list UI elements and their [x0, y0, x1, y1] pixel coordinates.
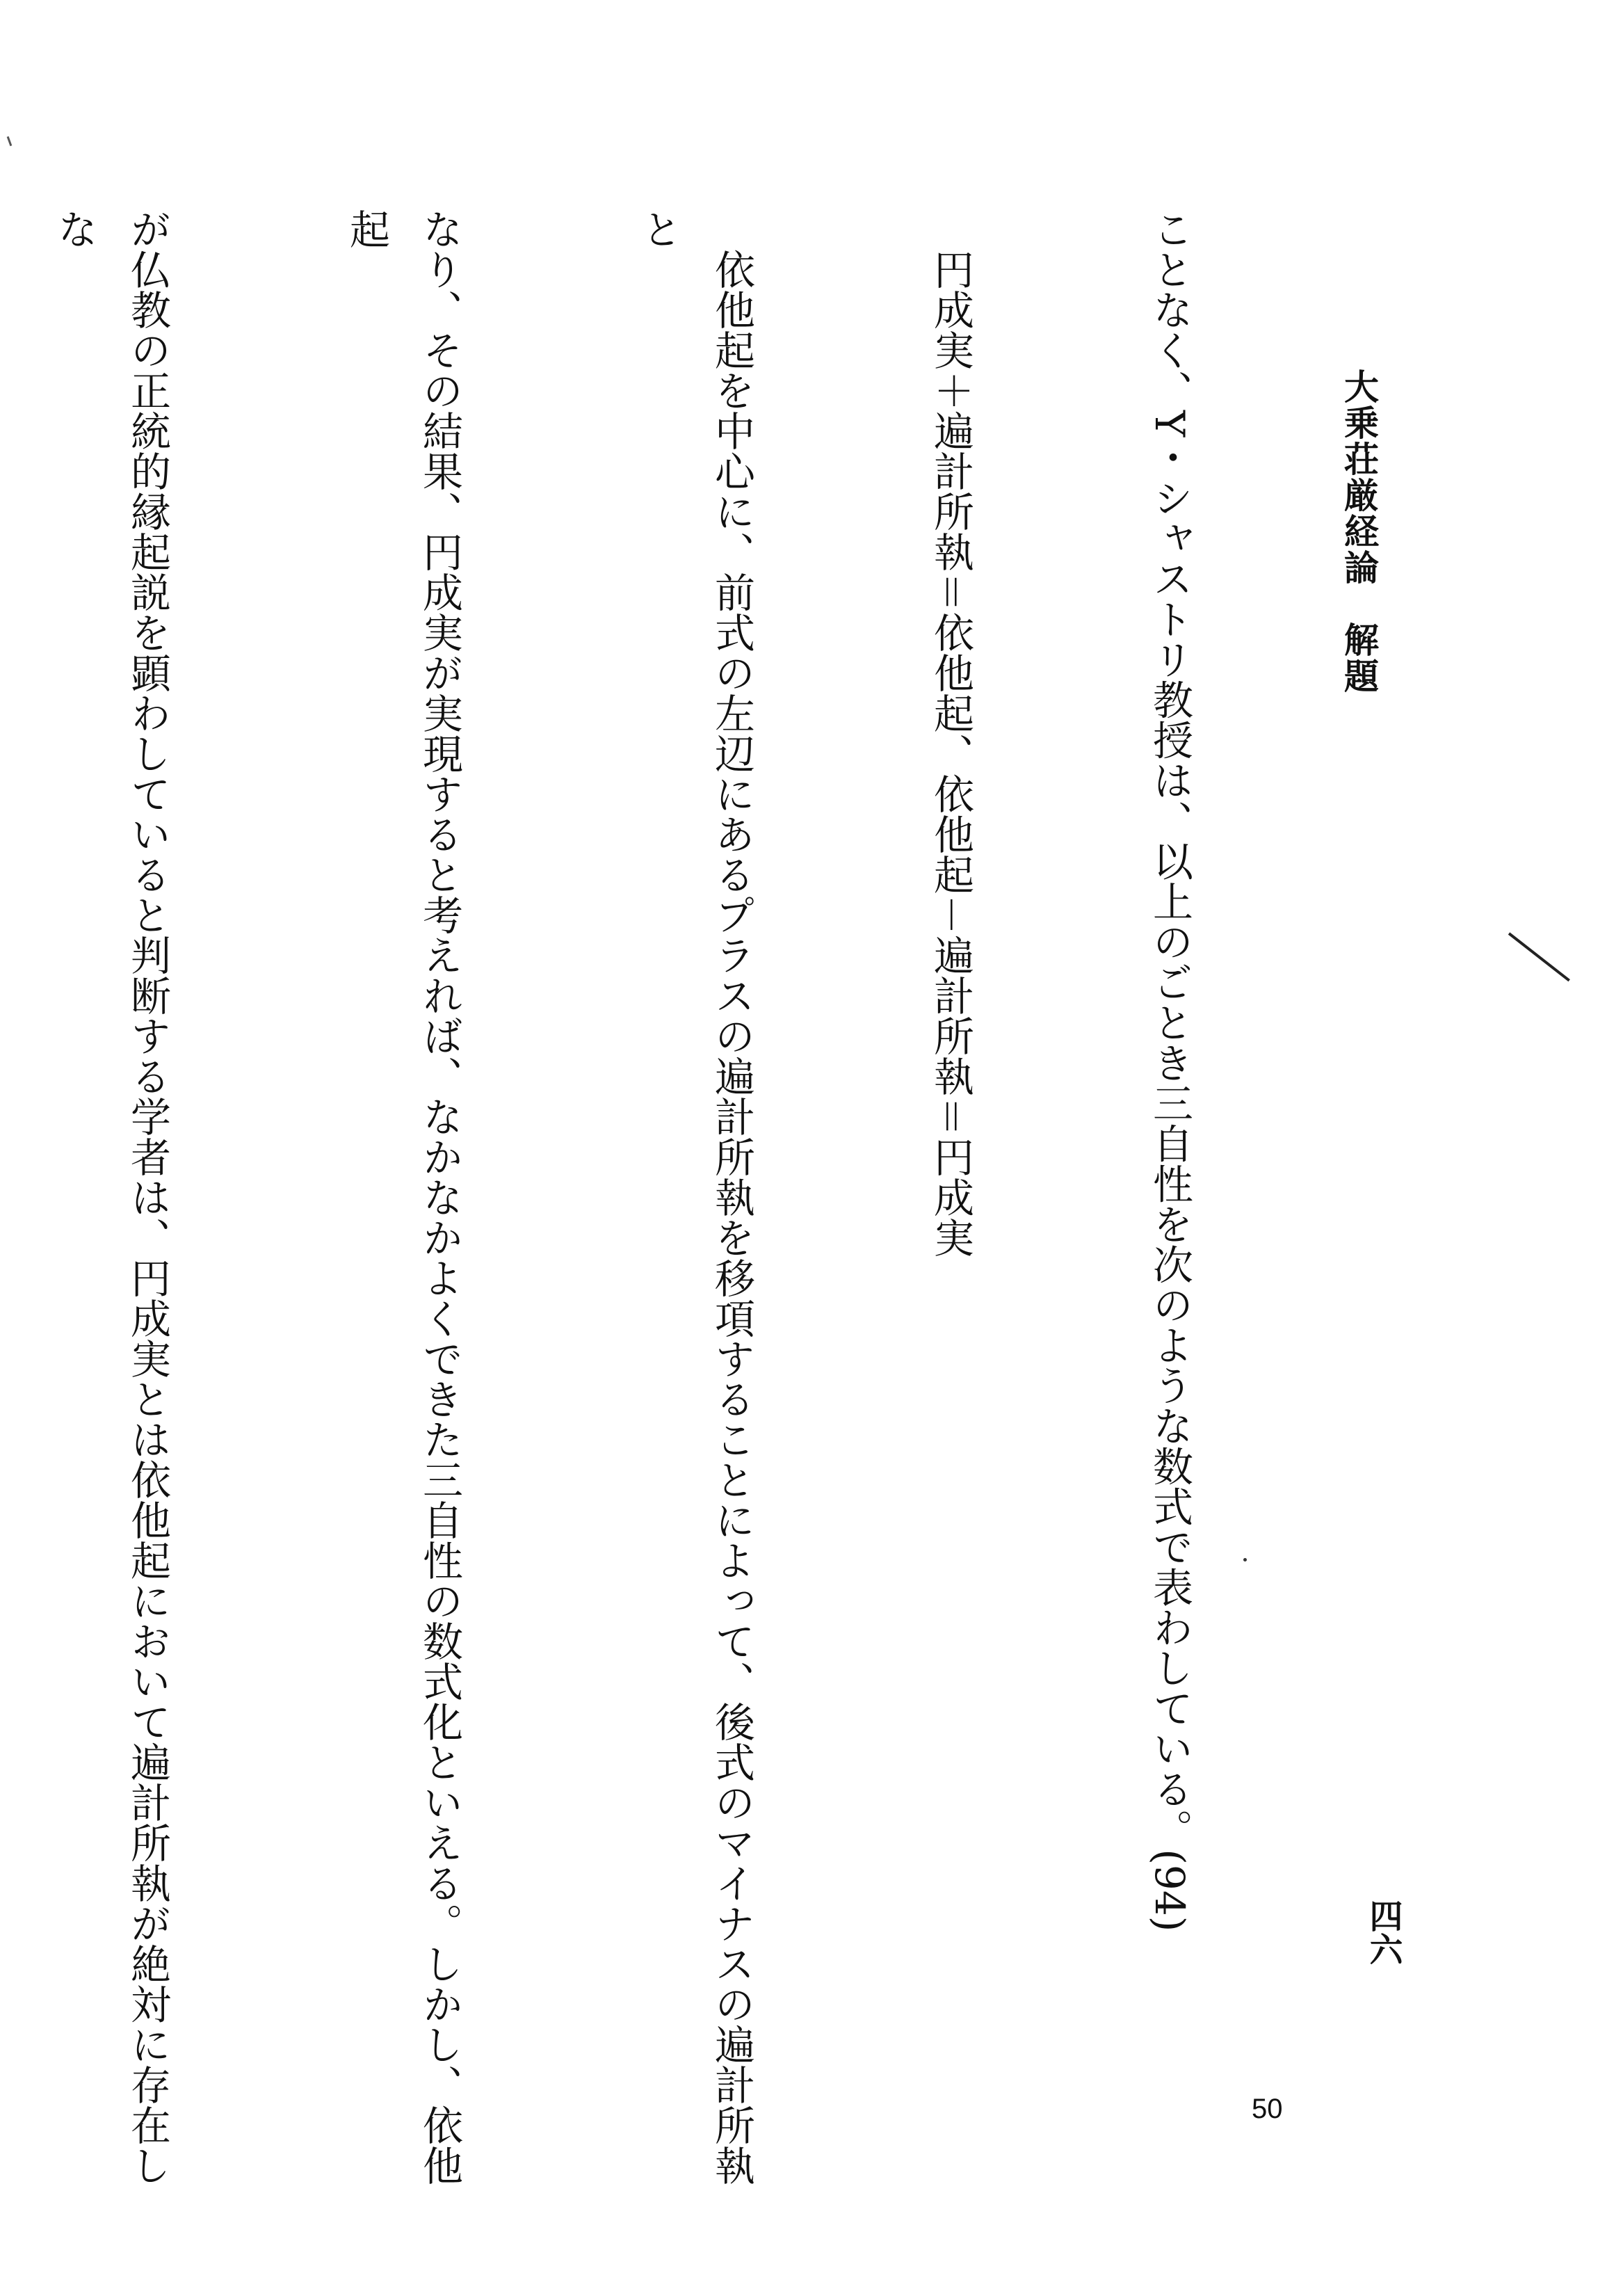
text-line: ことなく、Y・シャストリ教授は、以上のごとき三自性を次のような数式で表わしている。(94): [1146, 209, 1193, 1932]
text-line: なり、その結果、円成実が実現すると考えれば、なかなかよくできた三自性の数式化といえる。しかし、依他起: [343, 209, 463, 2185]
equation-line: 円成実＋遍計所執＝依他起、依他起－遍計所執＝円成実: [927, 209, 974, 1258]
page-number: 50: [1252, 2094, 1283, 2124]
text-line: 依他起を中心に、前式の左辺にあるプラスの遍計所執を移項することによって、後式のマイナスの遍計所執と: [635, 209, 755, 2185]
text-line: が仏教の正統的縁起説を顕わしていると判断する学者は、円成実とは依他起において遍計所執が絶対に存在しな: [51, 209, 171, 2185]
ink-dot: [1243, 1558, 1247, 1562]
running-header: 大乗荘厳経論 解題: [1339, 369, 1380, 694]
main-text: [0, 209, 1352, 2198]
scan-mark: [7, 136, 13, 146]
pen-stroke-mark: [1508, 932, 1570, 981]
page-number-kanji: 四六: [1364, 1899, 1403, 1966]
